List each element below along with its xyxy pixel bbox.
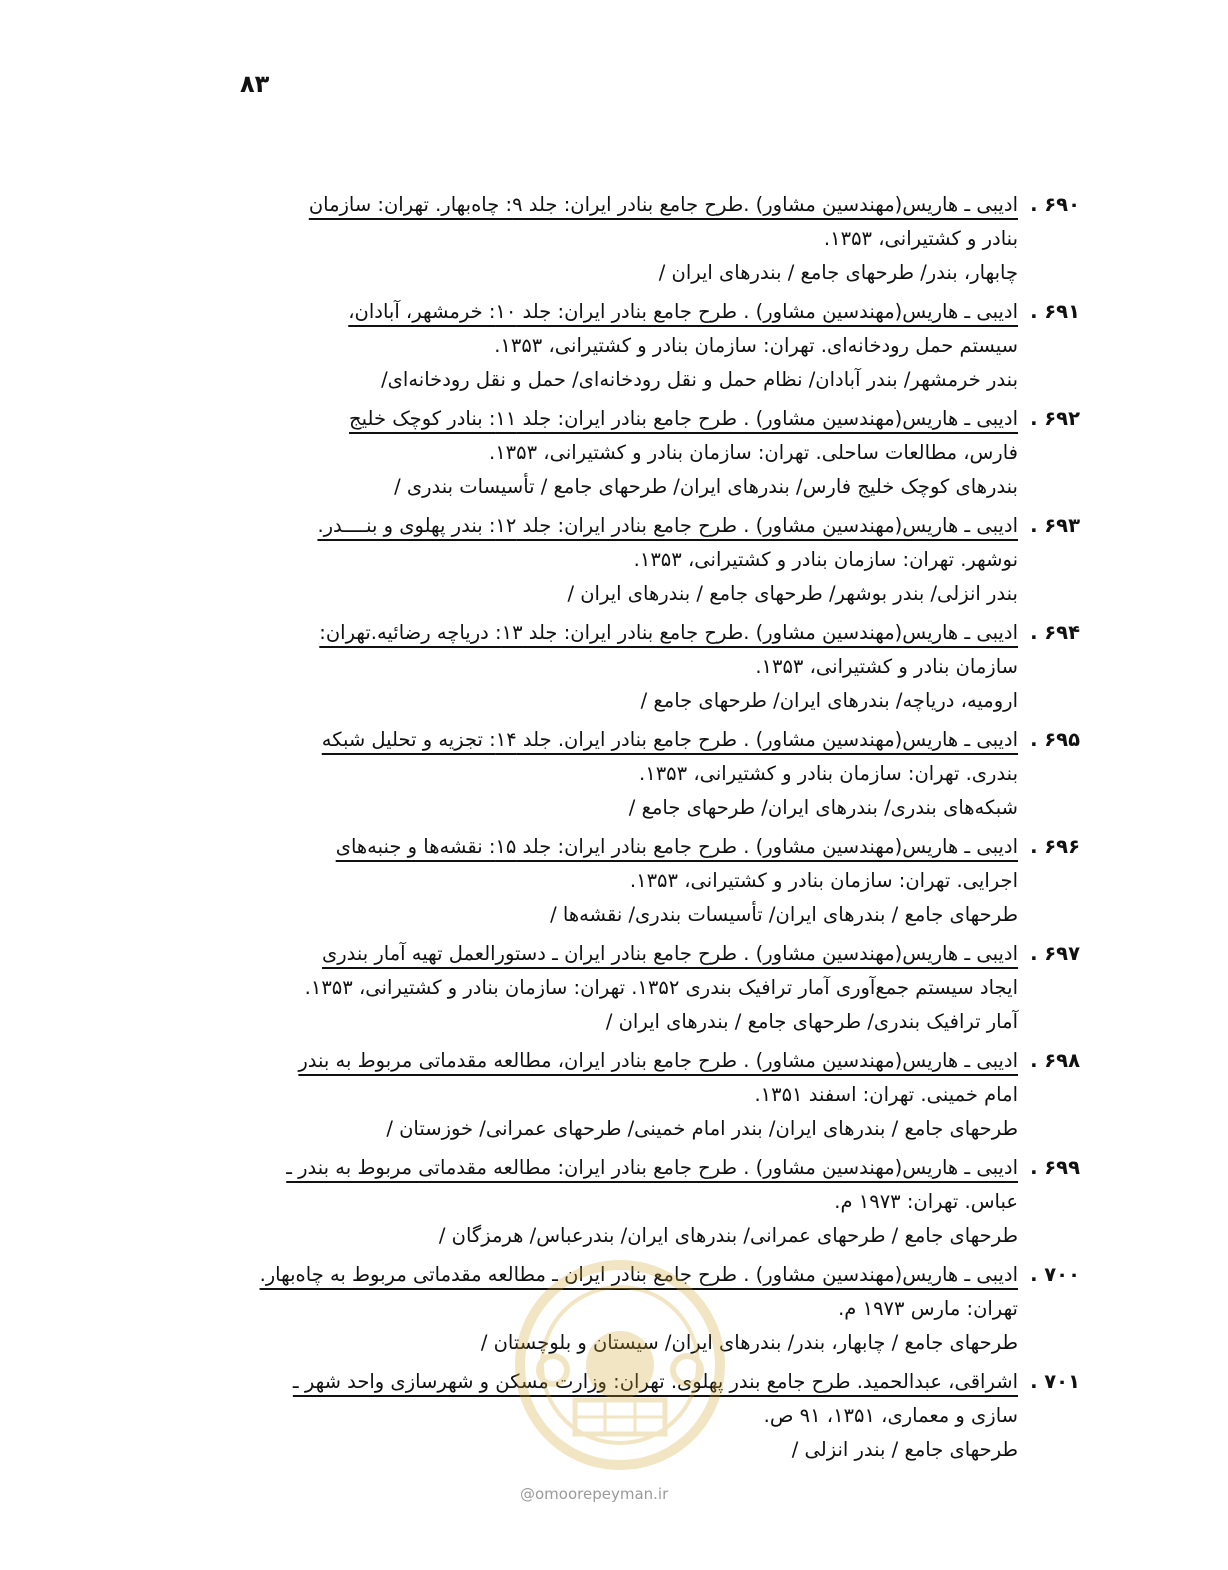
entry-title-line: ادیبی ـ هاریس(مهندسین مشاور) . طرح جامع بنادر ایران: جلد ۱۱: بنادر کوچک خلیج xyxy=(349,407,1018,430)
entry-subjects: بندر خرمشهر/ بندر آبادان/ نظام حمل و نقل رودخانه‌ای/ حمل و نقل رودخانه‌ای/ xyxy=(381,368,1018,391)
entry-subjects: آمار ترافیک بندری/ طرحهای جامع / بندرهای ایران / xyxy=(605,1010,1018,1033)
entry-subjects: طرحهای جامع / بندرهای ایران/ بندر امام خمینی/ طرحهای عمرانی/ خوزستان / xyxy=(386,1117,1018,1140)
entry-number: ۷۰۰ . xyxy=(1030,1263,1080,1286)
entry-imprint-line: اجرایی. تهران: سازمان بنادر و کشتیرانی، ۱۳۵۳. xyxy=(629,869,1018,892)
entry-title-line: ادیبی ـ هاریس(مهندسین مشاور) . طرح جامع بنادر ایران، مطالعه مقدماتی مربوط به بندر xyxy=(298,1049,1018,1072)
entry-subjects: طرحهای جامع / طرحهای عمرانی/ بندرهای ایران/ بندرعباس/ هرمزگان / xyxy=(438,1224,1018,1247)
entry-subjects: ارومیه، دریاچه/ بندرهای ایران/ طرحهای جامع / xyxy=(640,689,1018,712)
bibliography-entry xyxy=(225,509,1080,611)
entry-subjects: طرحهای جامع / بندرهای ایران/ تأسیسات بندری/ نقشه‌ها / xyxy=(550,903,1018,926)
bibliography-entry xyxy=(225,830,1080,932)
entry-subjects: طرحهای جامع / چابهار، بندر/ بندرهای ایران/ سیستان و بلوچستان / xyxy=(480,1331,1018,1354)
entry-number: ۶۹۸ . xyxy=(1030,1049,1080,1072)
entry-number: ۶۹۱ . xyxy=(1030,300,1080,323)
entry-subjects: طرحهای جامع / بندر انزلی / xyxy=(791,1438,1018,1461)
entry-number: ۶۹۷ . xyxy=(1030,942,1080,965)
entry-imprint-line: عباس. تهران: ۱۹۷۳ م. xyxy=(834,1190,1018,1213)
entry-title-line: ادیبی ـ هاریس(مهندسین مشاور) . طرح جامع بنادر ایران ـ دستورالعمل تهیه آمار بندری xyxy=(321,942,1018,965)
entry-title-line: ادیبی ـ هاریس(مهندسین مشاور) . طرح جامع بنادر ایران ـ مطالعه مقدماتی مربوط به چاه‌بهار. xyxy=(259,1263,1018,1286)
page-number: ۸۳ xyxy=(240,70,270,98)
entry-imprint-line: سیستم حمل رودخانه‌ای. تهران: سازمان بنادر و کشتیرانی، ۱۳۵۳. xyxy=(494,334,1018,357)
entry-imprint-line: امام خمینی. تهران: اسفند ۱۳۵۱. xyxy=(754,1083,1018,1106)
entry-imprint-line: نوشهر. تهران: سازمان بنادر و کشتیرانی، ۱۳۵۳. xyxy=(633,548,1018,571)
entry-number: ۶۹۳ . xyxy=(1030,514,1080,537)
entry-title-line: ادیبی ـ هاریس(مهندسین مشاور) . طرح جامع بنادر ایران: جلد ۱۰: خرمشهر، آبادان، xyxy=(348,300,1018,323)
entry-imprint-line: ایجاد سیستم جمع‌آوری آمار ترافیک بندری ۱۳۵۲. تهران: سازمان بنادر و کشتیرانی، ۱۳۵۳. xyxy=(304,976,1018,999)
bibliography-entry xyxy=(225,402,1080,504)
bibliography-entry xyxy=(225,188,1080,290)
entry-number: ۶۹۵ . xyxy=(1030,728,1080,751)
entry-title-line: ادیبی ـ هاریس(مهندسین مشاور) .طرح جامع بنادر ایران: جلد ۹: چاه‌بهار. تهران: سازمان xyxy=(308,193,1018,216)
entry-number: ۶۹۲ . xyxy=(1030,407,1080,430)
entry-subjects: بندرهای کوچک خلیج فارس/ بندرهای ایران/ طرحهای جامع / تأسیسات بندری / xyxy=(394,475,1018,498)
entry-subjects: بندر انزلی/ بندر بوشهر/ طرحهای جامع / بندرهای ایران / xyxy=(567,582,1018,605)
entry-title-line: ادیبی ـ هاریس(مهندسین مشاور) . طرح جامع بنادر ایران. جلد ۱۴: تجزیه و تحلیل شبکه xyxy=(321,728,1018,751)
entry-title-line: اشراقی، عبدالحمید. طرح جامع بندر پهلوی. تهران: وزارت مسکن و شهرسازی واحد شهر ـ xyxy=(292,1370,1018,1393)
entry-imprint-line: سازمان بنادر و کشتیرانی، ۱۳۵۳. xyxy=(755,655,1018,678)
bibliography-entry xyxy=(225,937,1080,1039)
entry-subjects: چابهار، بندر/ طرحهای جامع / بندرهای ایران / xyxy=(658,261,1018,284)
entry-number: ۷۰۱ . xyxy=(1030,1370,1080,1393)
entry-number: ۶۹۹ . xyxy=(1030,1156,1080,1179)
entry-imprint-line: بنادر و کشتیرانی، ۱۳۵۳. xyxy=(823,227,1018,250)
bibliography-entry xyxy=(225,295,1080,397)
bibliography-entry xyxy=(225,723,1080,825)
emblem-seal-icon xyxy=(505,1250,735,1480)
entry-number: ۶۹۶ . xyxy=(1030,835,1080,858)
entry-imprint-line: سازی و معماری، ۱۳۵۱، ۹۱ ص. xyxy=(763,1404,1018,1427)
entry-number: ۶۹۰ . xyxy=(1030,193,1080,216)
watermark-text: @omoorepeyman.ir xyxy=(520,1485,669,1503)
entry-title-line: ادیبی ـ هاریس(مهندسین مشاور) . طرح جامع بنادر ایران: مطالعه مقدماتی مربوط به بندر ـ xyxy=(286,1156,1018,1179)
entry-imprint-line: بندری. تهران: سازمان بنادر و کشتیرانی، ۱۳۵۳. xyxy=(639,762,1018,785)
entry-title-line: ادیبی ـ هاریس(مهندسین مشاور) . طرح جامع بنادر ایران: جلد ۱۵: نقشه‌ها و جنبه‌های xyxy=(335,835,1018,858)
bibliography-entry xyxy=(225,616,1080,718)
entry-subjects: شبکه‌های بندری/ بندرهای ایران/ طرحهای جامع / xyxy=(628,796,1018,819)
entry-title-line: ادیبی ـ هاریس(مهندسین مشاور) . طرح جامع بنادر ایران: جلد ۱۲: بندر پهلوی و بنــــدر. xyxy=(317,514,1018,537)
entry-title-line: ادیبی ـ هاریس(مهندسین مشاور) .طرح جامع بنادر ایران: جلد ۱۳: دریاچه رضائیه.تهران: xyxy=(319,621,1018,644)
entry-imprint-line: تهران: مارس ۱۹۷۳ م. xyxy=(838,1297,1018,1320)
entry-number: ۶۹۴ . xyxy=(1030,621,1080,644)
entry-imprint-line: فارس، مطالعات ساحلی. تهران: سازمان بنادر و کشتیرانی، ۱۳۵۳. xyxy=(488,441,1018,464)
bibliography-entry xyxy=(225,1044,1080,1146)
bibliography-entry xyxy=(225,1151,1080,1253)
